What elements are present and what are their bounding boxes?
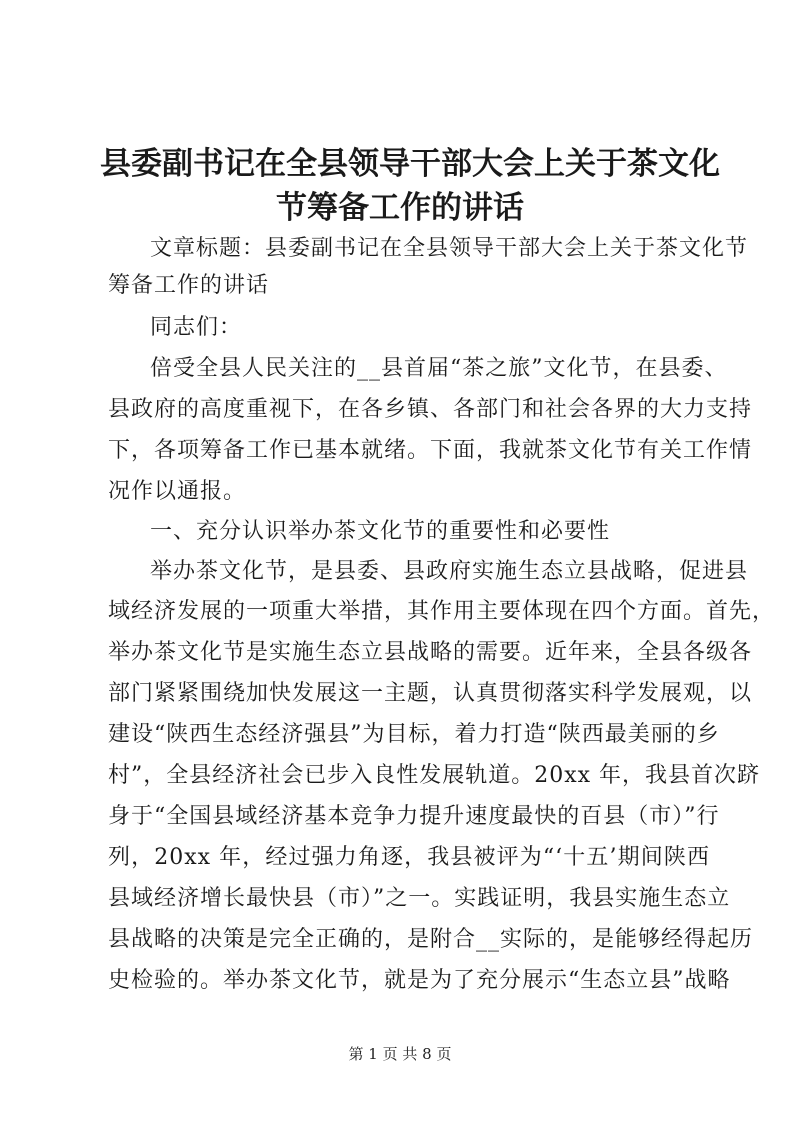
paragraph-line: 县战略的决策是完全正确的，是附合__实际的，是能够经得起历: [108, 927, 754, 952]
document-title-line-2: 节筹备工作的讲话: [276, 190, 524, 226]
paragraph-line: 县政府的高度重视下，在各乡镇、各部门和社会各界的大力支持: [108, 397, 753, 422]
article-title-line-1: 文章标题：县委副书记在全县领导干部大会上关于茶文化节: [150, 236, 749, 261]
section-heading: 一、充分认识举办茶文化节的重要性和必要性: [150, 519, 611, 544]
article-title-line-2: 筹备工作的讲话: [108, 273, 270, 298]
paragraph-line: 倍受全县人民关注的__县首届“茶之旅”文化节，在县委、: [150, 356, 728, 381]
salutation: 同志们：: [150, 315, 243, 340]
paragraph-line: 举办茶文化节是实施生态立县战略的需要。近年来，全县各级各: [108, 640, 753, 665]
page-footer: 第 1 页 共 8 页: [348, 1045, 452, 1063]
paragraph-line: 史检验的。举办茶文化节，就是为了充分展示“生态立县”战略: [108, 968, 731, 993]
paragraph-line: 建设“陕西生态经济强县”为目标，着力打造“陕西最美丽的乡: [108, 722, 720, 747]
paragraph-line: 域经济发展的一项重大举措，其作用主要体现在四个方面。首先，: [108, 599, 776, 624]
paragraph-line: 下，各项筹备工作已基本就绪。下面，我就茶文化节有关工作情: [108, 438, 753, 463]
paragraph-line: 举办茶文化节，是县委、县政府实施生态立县战略，促进县: [150, 559, 749, 584]
paragraph-line: 村”，全县经济社会已步入良性发展轨道。20xx 年，我县首次跻: [108, 763, 761, 788]
paragraph-line: 身于“全国县域经济基本竞争力提升速度最快的百县（市）”行: [108, 804, 720, 829]
paragraph-line: 县域经济增长最快县（市）”之一。实践证明，我县实施生态立: [108, 886, 731, 911]
document-title-line-1: 县委副书记在全县领导干部大会上关于茶文化: [100, 146, 720, 182]
paragraph-line: 况作以通报。: [108, 479, 247, 504]
paragraph-line: 部门紧紧围绕加快发展这一主题，认真贯彻落实科学发展观，以: [108, 681, 753, 706]
paragraph-line: 列，20xx 年，经过强力角逐，我县被评为“‘十五’期间陕西: [108, 845, 710, 870]
